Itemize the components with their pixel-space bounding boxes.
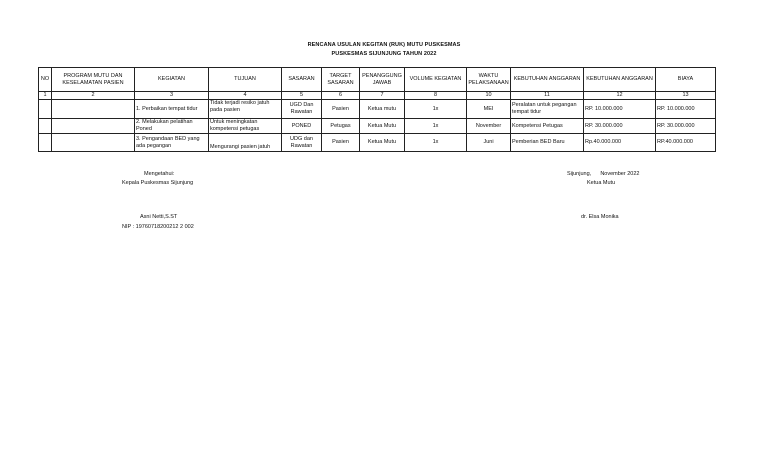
- table-row: [39, 100, 716, 119]
- column-number: 4: [209, 92, 282, 100]
- column-number: 8: [405, 92, 467, 100]
- cell-program: [52, 134, 135, 152]
- cell-kebutuhan: Peralatan untuk pegangan tempat tidur: [511, 100, 584, 119]
- column-number: 1: [39, 92, 52, 100]
- column-number: 11: [511, 92, 584, 100]
- column-number: 3: [135, 92, 209, 100]
- header-cell: TUJUAN: [209, 68, 282, 92]
- cell-tujuan: Mengurangi pasien jatuh: [209, 134, 282, 152]
- cell-penanggung-jawab: Ketua Mutu: [360, 119, 405, 134]
- cell-no: [39, 134, 52, 152]
- cell-volume: 1x: [405, 134, 467, 152]
- cell-sasaran: UGD Dan Rawatan: [282, 100, 322, 119]
- header-cell: KEGIATAN: [135, 68, 209, 92]
- cell-waktu: November: [467, 119, 511, 134]
- document-title: RENCANA USULAN KEGITAN (RUK) MUTU PUSKESMAS: [307, 42, 461, 48]
- cell-biaya: RP. 30.000.000: [656, 119, 716, 134]
- cell-target: Pasien: [322, 134, 360, 152]
- header-cell: PROGRAM MUTU DAN KESELAMATAN PASIEN: [52, 68, 135, 92]
- header-cell: TARGET SASARAN: [322, 68, 360, 92]
- signature-left-label: Mengetahui:: [144, 171, 175, 177]
- cell-tujuan: Tidak terjadi resiko jatuh pada pasien: [209, 100, 282, 119]
- header-cell: KEBUTUHAN ANGGARAN: [511, 68, 584, 92]
- header-cell: VOLUME KEGIATAN: [405, 68, 467, 92]
- header-cell: KEBUTUHAN ANGGARAN: [584, 68, 656, 92]
- cell-penanggung-jawab: Ketua mutu: [360, 100, 405, 119]
- cell-anggaran: Rp.40.000.000: [584, 134, 656, 152]
- cell-waktu: MEI: [467, 100, 511, 119]
- signature-left-title: Kepala Puskesmas Sijunjung: [122, 180, 194, 186]
- cell-volume: 1x: [405, 100, 467, 119]
- cell-anggaran: RP. 10.000.000: [584, 100, 656, 119]
- document-subtitle: PUSKESMAS SIJUNJUNG TAHUN 2022: [331, 51, 437, 57]
- header-cell: SASARAN: [282, 68, 322, 92]
- cell-target: Pasien: [322, 100, 360, 119]
- column-number: 13: [656, 92, 716, 100]
- signature-left-nip: NIP : 19760718200212 2 002: [122, 224, 194, 230]
- table-header-row: [39, 68, 716, 92]
- cell-kegiatan: 1. Perbaikan tempat tidur: [135, 100, 209, 119]
- cell-volume: 1x: [405, 119, 467, 134]
- signature-left-name: Asni Netti,S.ST: [140, 214, 178, 220]
- column-number: 2: [52, 92, 135, 100]
- cell-kebutuhan: Pemberian BED Baru: [511, 134, 584, 152]
- column-number: 12: [584, 92, 656, 100]
- ruk-table: [38, 67, 716, 152]
- column-number: 5: [282, 92, 322, 100]
- cell-program: [52, 119, 135, 134]
- cell-sasaran: UDG dan Rawatan: [282, 134, 322, 152]
- column-number: 6: [322, 92, 360, 100]
- table-row: [39, 119, 716, 134]
- cell-sasaran: PONED: [282, 119, 322, 134]
- signature-right-place-date: Sijunjung, November 2022: [567, 171, 640, 177]
- header-cell: PENANGGUNG JAWAB: [360, 68, 405, 92]
- cell-no: [39, 119, 52, 134]
- header-cell: WAKTU PELAKSANAAN: [467, 68, 511, 92]
- cell-program: [52, 100, 135, 119]
- signature-right-title: Ketua Mutu: [587, 180, 616, 186]
- column-number-row: [39, 92, 716, 100]
- header-cell: BIAYA: [656, 68, 716, 92]
- cell-target: Petugas: [322, 119, 360, 134]
- signature-right-name: dr. Elsa Monika: [581, 214, 619, 220]
- header-cell: NO: [39, 68, 52, 92]
- cell-tujuan: Untuk meningkatan kompetensi petugas: [209, 119, 282, 134]
- cell-kegiatan: 3. Pengandaan BED yang ada pegangan: [135, 134, 209, 152]
- cell-biaya: RP.40.000.000: [656, 134, 716, 152]
- cell-kegiatan: 2. Melakukan pelatihan Poned: [135, 119, 209, 134]
- cell-penanggung-jawab: Ketua Mutu: [360, 134, 405, 152]
- column-number: 7: [360, 92, 405, 100]
- cell-anggaran: RP. 30.000.000: [584, 119, 656, 134]
- table-row: [39, 134, 716, 152]
- cell-biaya: RP. 10.000.000: [656, 100, 716, 119]
- column-number: 10: [467, 92, 511, 100]
- cell-waktu: Juni: [467, 134, 511, 152]
- cell-kebutuhan: Kompetensi Petugas: [511, 119, 584, 134]
- cell-no: [39, 100, 52, 119]
